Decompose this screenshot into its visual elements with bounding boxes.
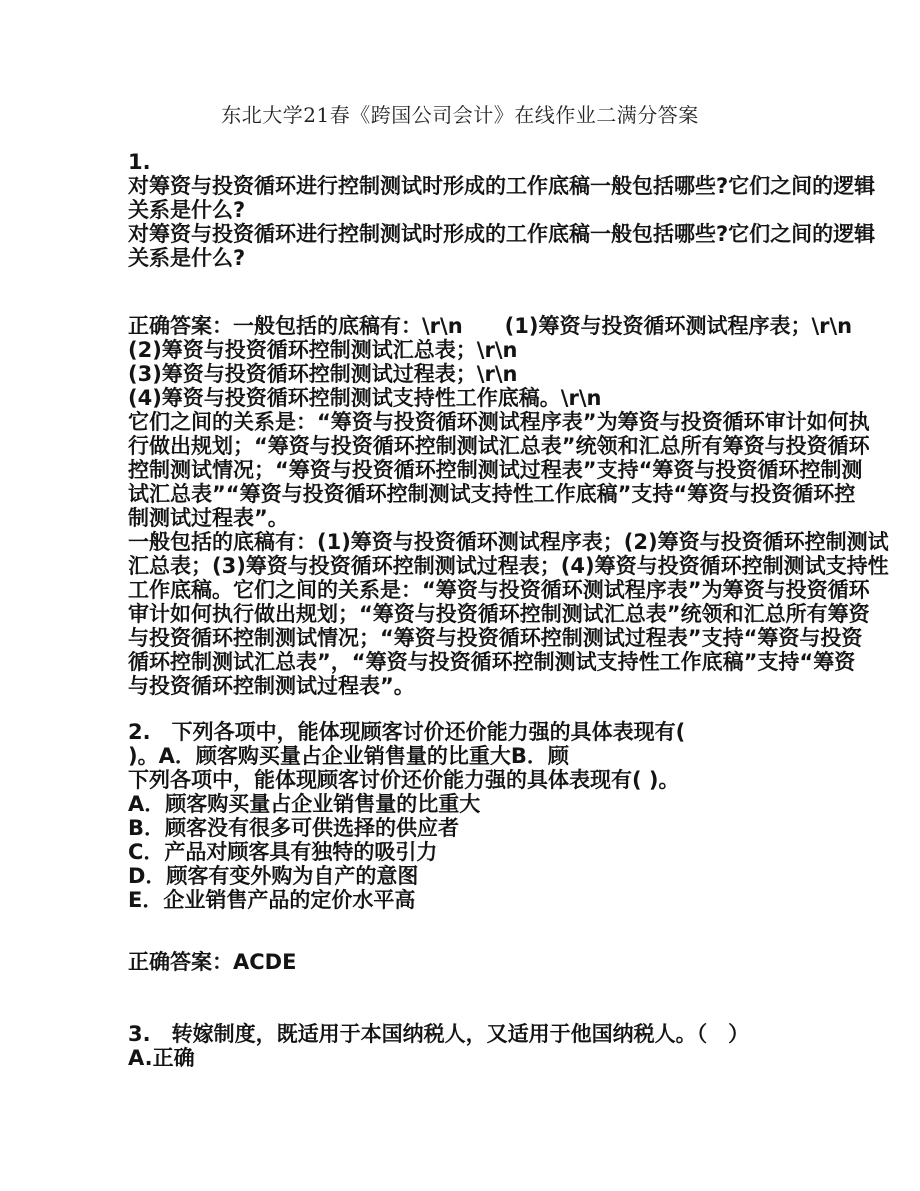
question-1-line: 对筹资与投资循环进行控制测试时形成的工作底稿一般包括哪些?它们之间的逻辑	[128, 222, 876, 246]
question-1-line: 关系是什么?	[128, 246, 246, 270]
answer-2-text: 正确答案：ACDE	[128, 950, 297, 974]
question-1-line: 对筹资与投资循环进行控制测试时形成的工作底稿一般包括哪些?它们之间的逻辑	[128, 174, 876, 198]
answer-1-line: 控制测试情况；“筹资与投资循环控制测试过程表”支持“筹资与投资循环控制测	[128, 458, 863, 482]
answer-1-line: 与投资循环控制测试情况；“筹资与投资循环控制测试过程表”支持“筹资与投资	[128, 626, 863, 650]
question-3-option-a: A.正确	[128, 1046, 195, 1070]
question-3-line: 3. 转嫁制度，既适用于本国纳税人，又适用于他国纳税人。（ ）	[128, 1022, 750, 1046]
answer-1-line: 工作底稿。它们之间的关系是：“筹资与投资循环测试程序表”为筹资与投资循环	[128, 578, 870, 602]
answer-1-line: 行做出规划；“筹资与投资循环控制测试汇总表”统领和汇总所有筹资与投资循环	[128, 434, 870, 458]
question-1-number: 1.	[128, 150, 151, 174]
question-2-option-b: B．顾客没有很多可供选择的供应者	[128, 816, 460, 840]
answer-1-line: 正确答案：一般包括的底稿有：\r\n (1)筹资与投资循环测试程序表；\r\n	[128, 314, 853, 338]
question-1	[128, 150, 920, 270]
question-3	[128, 1022, 920, 1070]
question-2-option-c: C．产品对顾客具有独特的吸引力	[128, 840, 438, 864]
answer-1-line: (3)筹资与投资循环控制测试过程表；\r\n	[128, 362, 518, 386]
answer-1-line: 汇总表；(3)筹资与投资循环控制测试过程表；(4)筹资与投资循环控制测试支持性	[128, 554, 889, 578]
question-2-option-a: A．顾客购买量占企业销售量的比重大	[128, 792, 481, 816]
answer-1-line: 制测试过程表”。	[128, 506, 289, 530]
answer-1-line: 试汇总表”“筹资与投资循环控制测试支持性工作底稿”支持“筹资与投资循环控	[128, 482, 856, 506]
question-2-option-e: E．企业销售产品的定价水平高	[128, 888, 416, 912]
question-2	[128, 720, 920, 912]
answer-1-line: 循环控制测试汇总表”，“筹资与投资循环控制测试支持性工作底稿”支持“筹资	[128, 650, 856, 674]
question-2-line: 2. 下列各项中，能体现顾客讨价还价能力强的具体表现有(	[128, 720, 686, 744]
question-2-option-d: D．顾客有变外购为自产的意图	[128, 864, 419, 888]
answer-1-line: 一般包括的底稿有：(1)筹资与投资循环测试程序表；(2)筹资与投资循环控制测试	[128, 530, 889, 554]
answer-1-line: 与投资循环控制测试过程表”。	[128, 674, 415, 698]
question-1-line: 关系是什么?	[128, 198, 246, 222]
answer-1-line: 它们之间的关系是：“筹资与投资循环测试程序表”为筹资与投资循环审计如何执	[128, 410, 870, 434]
answer-2	[128, 950, 920, 974]
document-title: 东北大学21春《跨国公司会计》在线作业二满分答案	[221, 103, 699, 127]
question-2-line: )。A．顾客购买量占企业销售量的比重大B．顾	[128, 744, 569, 768]
answer-1	[128, 314, 920, 698]
answer-1-line: (2)筹资与投资循环控制测试汇总表；\r\n	[128, 338, 518, 362]
question-2-line: 下列各项中，能体现顾客讨价还价能力强的具体表现有( )。	[128, 768, 680, 792]
answer-1-line: 审计如何执行做出规划；“筹资与投资循环控制测试汇总表”统领和汇总所有筹资	[128, 602, 870, 626]
answer-1-line: (4)筹资与投资循环控制测试支持性工作底稿。\r\n	[128, 386, 602, 410]
